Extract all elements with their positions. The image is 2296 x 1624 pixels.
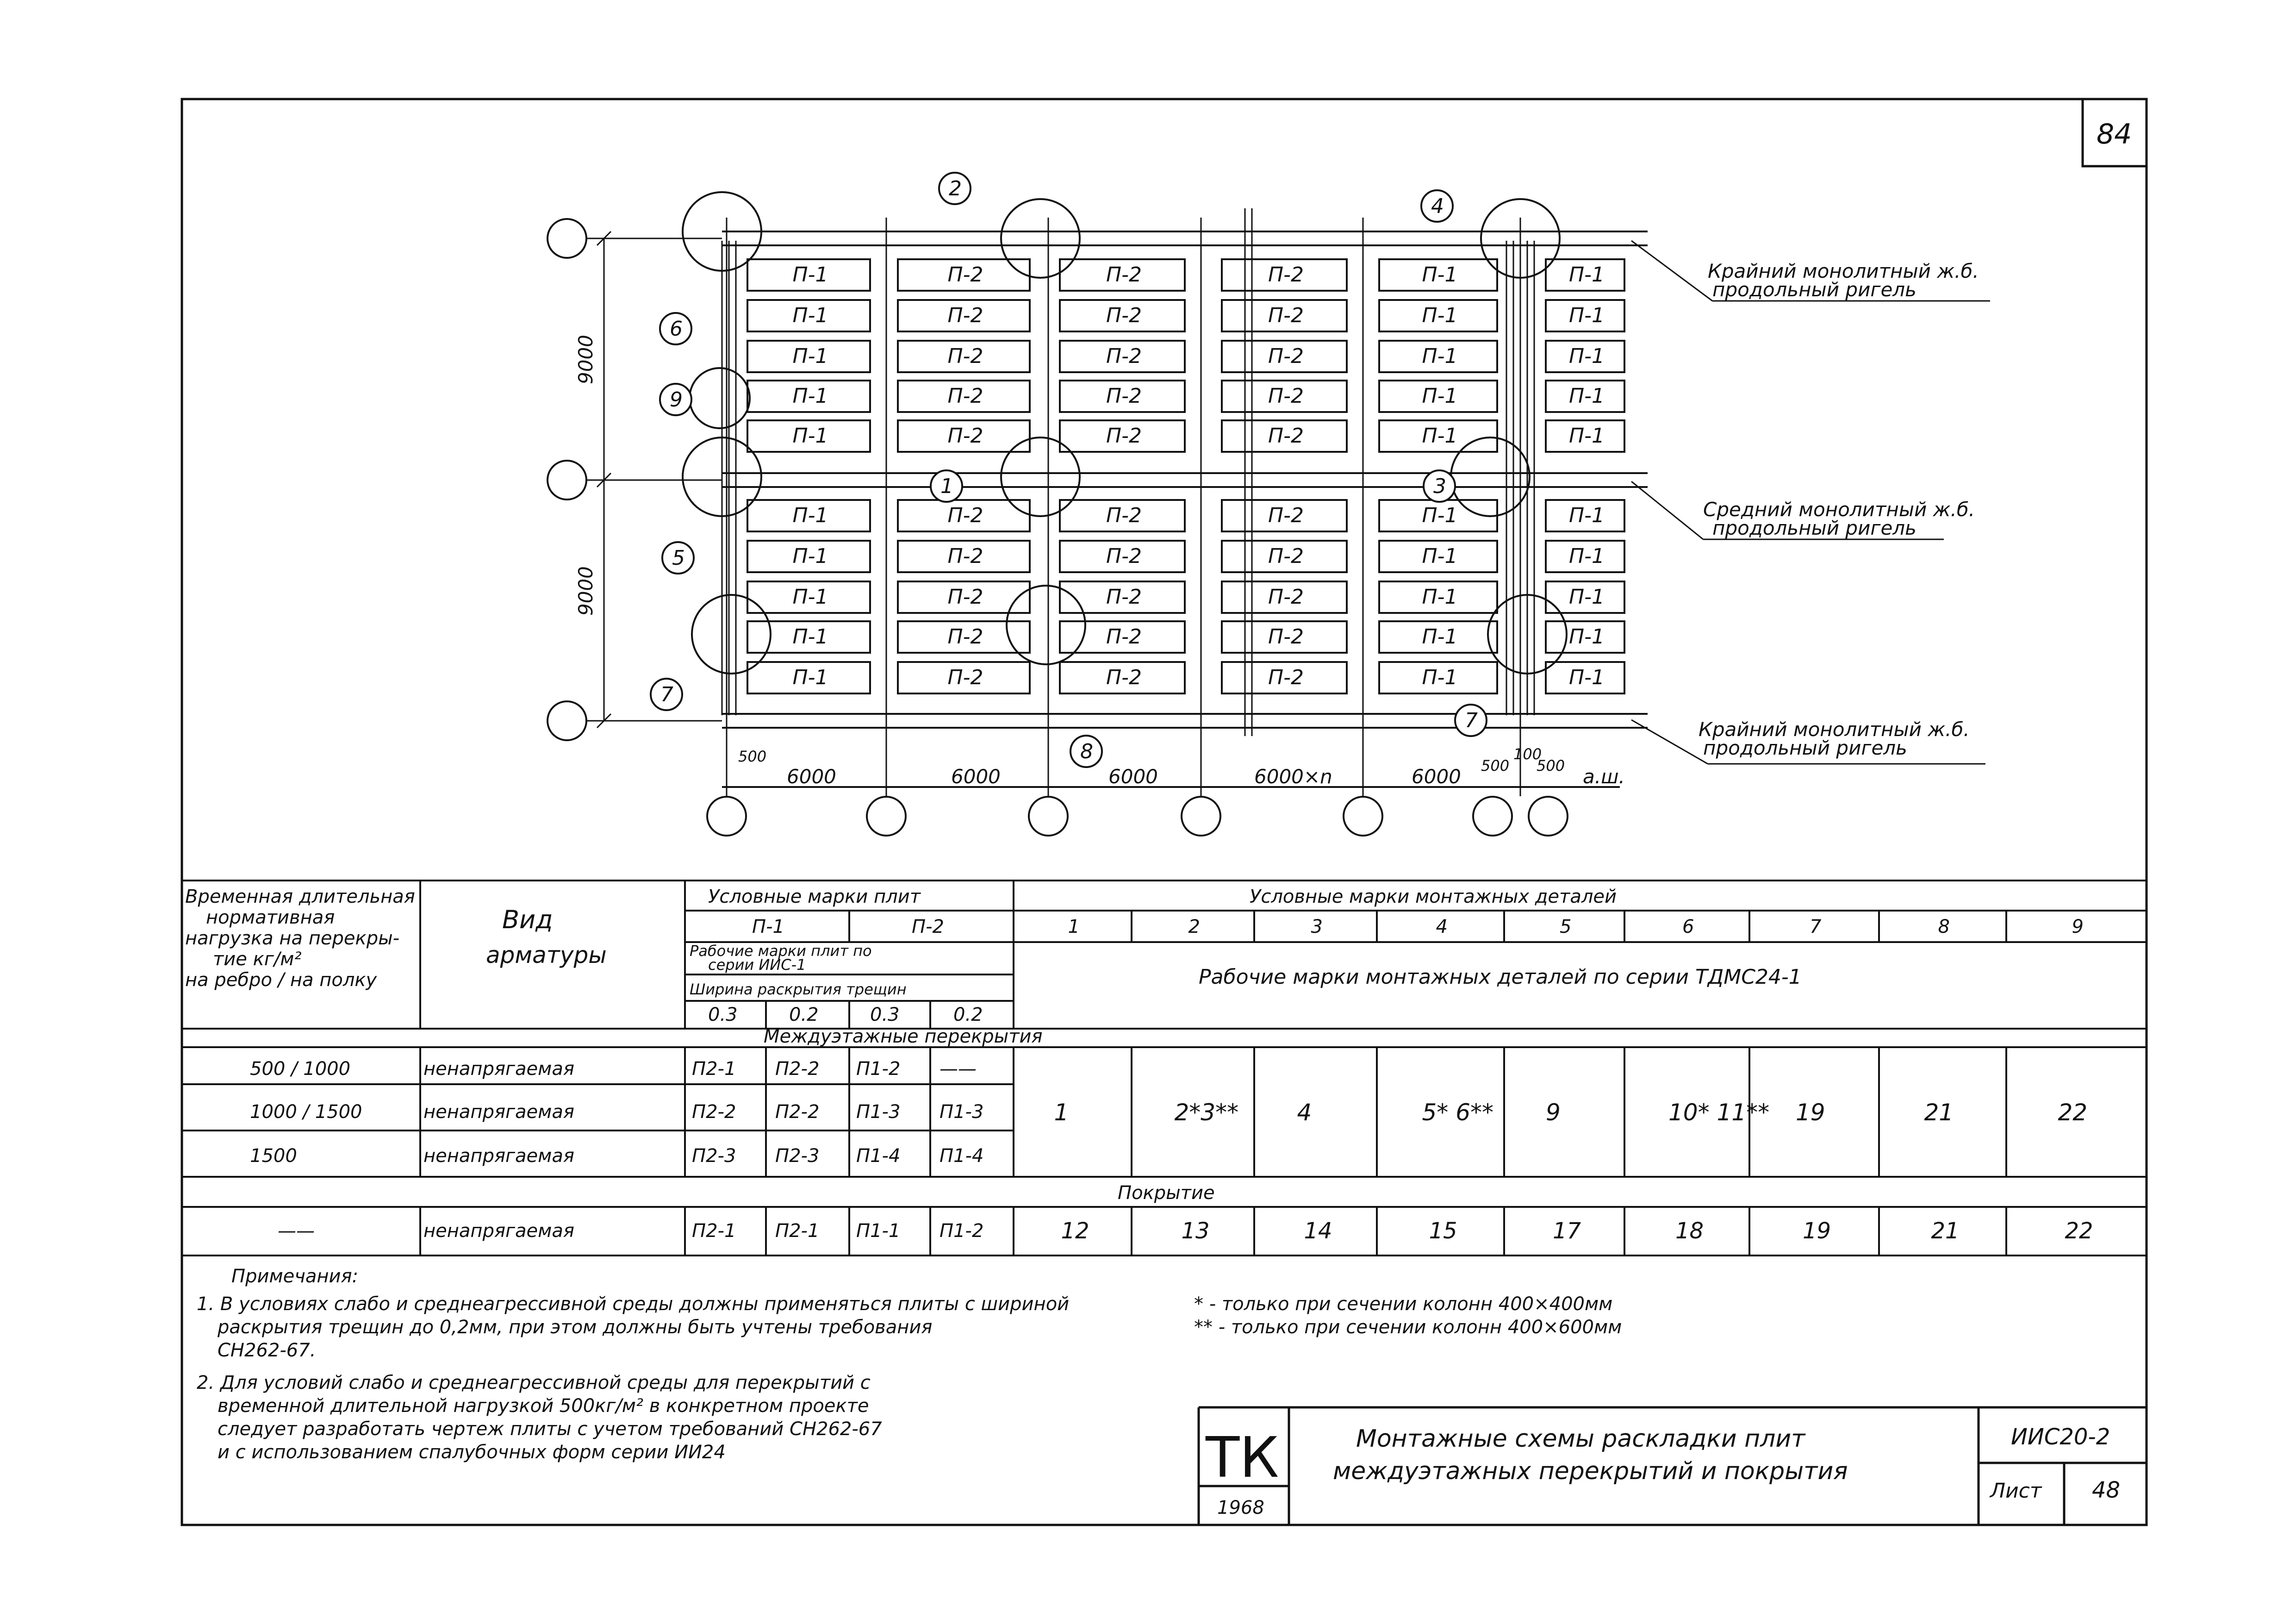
detail-number: 3	[1311, 916, 1323, 937]
slab	[747, 581, 870, 613]
slab-mark: П-1	[1569, 304, 1605, 327]
note-2-line-1: 2. Для условий слабо и среднеагрессивной среды для перекрытий с	[197, 1372, 871, 1393]
detail-number: 8	[1938, 916, 1950, 937]
slab-mark: П-1	[792, 666, 828, 689]
series-code: ИИС20-2	[2011, 1424, 2110, 1450]
slab	[898, 621, 1030, 653]
page-number: 84	[2097, 118, 2132, 150]
callout-7a: 7	[660, 683, 673, 706]
dim-h-1: 6000	[787, 765, 836, 788]
floor-slab-mark: П2-3	[692, 1145, 736, 1167]
roof-detail-mark: 14	[1304, 1218, 1332, 1244]
slab	[1060, 420, 1185, 452]
h-working-details: Рабочие марки монтажных деталей по серии ТДМС24-1	[1199, 965, 1802, 989]
slab-mark: П-2	[1106, 424, 1142, 448]
slab	[1060, 259, 1185, 291]
note-2-line-2: временной длительной нагрузкой 500кг/м² в конкретном проекте	[218, 1395, 869, 1417]
tk-mark: ТК	[1206, 1426, 1279, 1490]
dim-small-1: 500	[738, 748, 767, 765]
slab	[747, 541, 870, 572]
slab	[1546, 420, 1624, 452]
slab	[1379, 300, 1497, 331]
slab	[1222, 581, 1347, 613]
h-working-marks-2: серии ИИС-1	[708, 956, 806, 974]
slab-mark: П-1	[1569, 666, 1605, 689]
callout-9: 9	[670, 388, 683, 412]
floor-slab-mark: П2-2	[775, 1101, 820, 1123]
slab-mark: П-2	[1106, 666, 1142, 689]
slab-mark: П-2	[1106, 304, 1142, 327]
slab-mark: П-2	[947, 304, 983, 327]
slab	[1379, 621, 1497, 653]
floor-slab-mark: П1-3	[940, 1101, 984, 1123]
roof-load: ——	[278, 1220, 315, 1242]
note-1-line-3: СН262-67.	[218, 1340, 316, 1361]
slab	[1222, 300, 1347, 331]
detail-number: 6	[1682, 916, 1694, 937]
dim-small-2: 500	[1481, 757, 1510, 775]
footnote-2: ** - только при сечении колонн 400×600мм	[1194, 1317, 1622, 1338]
label-edge-girder-top-2: продольный ригель	[1712, 278, 1916, 301]
roof-detail-mark: 18	[1675, 1218, 1704, 1244]
sheet-label: Лист	[1990, 1479, 2042, 1503]
slab-mark: П-1	[792, 344, 828, 368]
detail-number: 9	[2072, 916, 2084, 937]
floor-load: 1500	[250, 1145, 297, 1167]
slab-mark: П-1	[792, 424, 828, 448]
h-load-5: на ребро / на полку	[185, 969, 377, 991]
slab-mark: П-1	[792, 544, 828, 568]
note-2-line-3: следует разработать чертеж плиты с учетом требований СН262-67	[218, 1418, 882, 1440]
floor-detail-mark: 21	[1924, 1099, 1954, 1126]
slab-mark: П-2	[1268, 344, 1304, 368]
h-p1: П-1	[752, 916, 784, 937]
label-edge-girder-top-1: Крайний монолитный ж.б.	[1708, 260, 1979, 282]
slab-mark: П-2	[1106, 384, 1142, 408]
slab	[898, 341, 1030, 372]
h-load-3: нагрузка на перекры-	[185, 928, 400, 949]
slab-mark: П-1	[792, 263, 828, 287]
tk-year: 1968	[1217, 1497, 1264, 1518]
floor-detail-mark: 22	[2058, 1099, 2088, 1126]
roof-detail-mark: 12	[1061, 1218, 1089, 1244]
floor-detail-mark: 2*3**	[1174, 1099, 1239, 1126]
footnote-1: * - только при сечении колонн 400×400мм	[1194, 1293, 1613, 1315]
floor-slab-mark: П2-1	[692, 1058, 736, 1080]
floor-detail-mark: 5* 6**	[1422, 1099, 1494, 1126]
sheet-title-2: междуэтажных перекрытий и покрытия	[1333, 1457, 1848, 1485]
slab	[1379, 420, 1497, 452]
h-armature-1: Вид	[502, 905, 553, 934]
slab	[1546, 259, 1624, 291]
slab-mark: П-1	[1422, 625, 1458, 649]
roof-slab-mark: П1-1	[856, 1220, 901, 1242]
slab	[898, 541, 1030, 572]
roof-slab-mark: П2-1	[775, 1220, 820, 1242]
section-roof: Покрытие	[1118, 1182, 1215, 1204]
h-slab-marks: Условные марки плит	[708, 886, 921, 907]
slab	[1379, 500, 1497, 531]
floor-slab-mark: П1-4	[856, 1145, 901, 1167]
slab	[747, 500, 870, 531]
roof-detail-mark: 22	[2065, 1218, 2093, 1244]
slab	[1546, 500, 1624, 531]
slab-mark: П-2	[1106, 504, 1142, 527]
h-p2: П-2	[912, 916, 944, 937]
floor-slab-mark: ——	[940, 1058, 977, 1080]
notes-heading: Примечания:	[231, 1266, 359, 1287]
slab	[747, 621, 870, 653]
roof-detail-mark: 21	[1931, 1218, 1960, 1244]
note-1-line-1: 1. В условиях слабо и среднеагрессивной среды должны применяться плиты с шириной	[197, 1293, 1070, 1315]
slab-mark: П-2	[1106, 544, 1142, 568]
floor-slab-mark: П2-2	[692, 1101, 736, 1123]
slab	[1060, 662, 1185, 693]
slab-mark: П-1	[1422, 666, 1458, 689]
slab	[747, 259, 870, 291]
h-detail-marks: Условные марки монтажных деталей	[1250, 886, 1617, 907]
floor-armature: ненапрягаемая	[423, 1101, 574, 1123]
slab-mark: П-2	[947, 585, 983, 609]
slab	[1222, 341, 1347, 372]
slab	[1060, 541, 1185, 572]
slab-mark: П-1	[1422, 544, 1458, 568]
h-crack-width: Ширина раскрытия трещин	[690, 981, 907, 998]
slab	[898, 300, 1030, 331]
slab-mark: П-2	[947, 544, 983, 568]
callout-3: 3	[1433, 475, 1446, 498]
crack-1: 0.3	[708, 1004, 738, 1025]
dim-h-2: 6000	[951, 765, 1001, 788]
slab-mark: П-2	[1106, 344, 1142, 368]
roof-detail-mark: 19	[1803, 1218, 1831, 1244]
slab-mark: П-1	[1422, 344, 1458, 368]
dim-small-3: 100	[1513, 745, 1542, 763]
sheet-title-1: Монтажные схемы раскладки плит	[1356, 1425, 1805, 1453]
note-2-line-4: и с использованием спалубочных форм серии ИИ24	[218, 1442, 726, 1463]
slab	[747, 341, 870, 372]
slab-mark: П-1	[1569, 424, 1605, 448]
slab-mark: П-2	[947, 625, 983, 649]
slab-mark: П-2	[1106, 263, 1142, 287]
label-middle-girder-1: Средний монолитный ж.б.	[1703, 498, 1975, 521]
h-armature-2: арматуры	[486, 942, 607, 968]
slab-mark: П-1	[1569, 625, 1605, 649]
slab-mark: П-1	[1422, 304, 1458, 327]
dim-h-4: 6000×n	[1254, 765, 1332, 788]
callout-2: 2	[949, 177, 962, 200]
dim-vertical-2: 9000	[574, 566, 597, 616]
floor-slab-mark: П2-2	[775, 1058, 820, 1080]
slab	[1222, 381, 1347, 412]
slab	[1379, 541, 1497, 572]
slab-mark: П-2	[1268, 544, 1304, 568]
floor-armature: ненапрягаемая	[423, 1058, 574, 1080]
slab-mark: П-2	[947, 504, 983, 527]
slab	[747, 381, 870, 412]
slab	[898, 420, 1030, 452]
slab-mark: П-1	[1569, 544, 1605, 568]
slab	[1546, 300, 1624, 331]
crack-2: 0.2	[789, 1004, 819, 1025]
slab-mark: П-1	[1569, 263, 1605, 287]
dim-h-6: а.ш.	[1583, 765, 1625, 788]
crack-4: 0.2	[953, 1004, 983, 1025]
dim-vertical-1: 9000	[574, 335, 597, 384]
slab-mark: П-2	[1268, 263, 1304, 287]
roof-detail-mark: 15	[1429, 1218, 1457, 1244]
slab	[1379, 381, 1497, 412]
callout-1: 1	[940, 475, 953, 498]
slab	[747, 420, 870, 452]
slab-mark: П-2	[1106, 625, 1142, 649]
slab	[1546, 381, 1624, 412]
slab	[1222, 259, 1347, 291]
slab-layout-plan	[548, 173, 1990, 836]
h-working-marks-1: Рабочие марки плит по	[690, 942, 872, 960]
callout-6: 6	[670, 317, 683, 341]
slab	[1060, 300, 1185, 331]
slab	[1060, 381, 1185, 412]
slab-mark: П-2	[1268, 625, 1304, 649]
slab-mark: П-1	[792, 504, 828, 527]
floor-detail-mark: 10* 11**	[1668, 1099, 1770, 1126]
floor-detail-mark: 9	[1546, 1099, 1561, 1126]
floor-slab-mark: П1-4	[940, 1145, 984, 1167]
slab	[1222, 621, 1347, 653]
slab	[1222, 541, 1347, 572]
label-edge-girder-bottom-2: продольный ригель	[1703, 737, 1907, 759]
detail-number: 4	[1436, 916, 1448, 937]
detail-number: 1	[1068, 916, 1080, 937]
slab-mark: П-1	[1422, 263, 1458, 287]
slab	[747, 300, 870, 331]
callout-5: 5	[672, 546, 685, 570]
slab-mark: П-1	[1422, 384, 1458, 408]
slab-mark: П-2	[947, 384, 983, 408]
slab-mark: П-2	[947, 424, 983, 448]
note-1-line-2: раскрытия трещин до 0,2мм, при этом должны быть учтены требования	[218, 1317, 933, 1338]
roof-slab-mark: П2-1	[692, 1220, 736, 1242]
section-floor: Междуэтажные перекрытия	[764, 1026, 1043, 1047]
callout-7b: 7	[1465, 709, 1478, 732]
slab-mark: П-2	[1268, 304, 1304, 327]
h-load-1: Временная длительная	[185, 886, 415, 907]
slab	[1060, 341, 1185, 372]
slab	[898, 500, 1030, 531]
slab-mark: П-1	[1422, 504, 1458, 527]
floor-detail-mark: 1	[1054, 1099, 1069, 1126]
slab	[747, 662, 870, 693]
slab-mark: П-2	[1268, 504, 1304, 527]
slab	[1222, 662, 1347, 693]
slab-mark: П-1	[1422, 585, 1458, 609]
slab	[1546, 662, 1624, 693]
slab	[1060, 581, 1185, 613]
slab	[1379, 662, 1497, 693]
slab	[1379, 259, 1497, 291]
slab	[898, 381, 1030, 412]
slab-mark: П-1	[792, 585, 828, 609]
detail-number: 5	[1560, 916, 1572, 937]
slab-mark: П-1	[792, 304, 828, 327]
slab-mark: П-2	[947, 344, 983, 368]
floor-slab-mark: П2-3	[775, 1145, 820, 1167]
slab-mark: П-1	[1569, 344, 1605, 368]
slab-mark: П-2	[1268, 424, 1304, 448]
slab-mark: П-2	[1268, 666, 1304, 689]
slab-mark: П-1	[792, 384, 828, 408]
slab-mark: П-1	[1422, 424, 1458, 448]
slab	[1222, 420, 1347, 452]
roof-detail-mark: 13	[1181, 1218, 1210, 1244]
crack-3: 0.3	[870, 1004, 900, 1025]
slab	[898, 662, 1030, 693]
floor-armature: ненапрягаемая	[423, 1145, 574, 1167]
floor-slab-mark: П1-3	[856, 1101, 901, 1123]
callout-4: 4	[1431, 194, 1444, 218]
slab-mark: П-2	[1268, 585, 1304, 609]
slab	[1060, 500, 1185, 531]
slab	[1546, 621, 1624, 653]
detail-number: 2	[1188, 916, 1200, 937]
dim-h-5: 6000	[1412, 765, 1461, 788]
floor-load: 500 / 1000	[250, 1058, 351, 1080]
floor-detail-mark: 19	[1796, 1099, 1825, 1126]
label-middle-girder-2: продольный ригель	[1712, 517, 1916, 539]
slab-mark: П-2	[1268, 384, 1304, 408]
h-load-2: нормативная	[206, 907, 335, 928]
slab	[1379, 341, 1497, 372]
slab-mark: П-1	[1569, 504, 1605, 527]
slab-mark: П-1	[1569, 585, 1605, 609]
slab	[1222, 500, 1347, 531]
slab	[1546, 541, 1624, 572]
dim-small-4: 500	[1537, 757, 1565, 775]
slab-mark: П-2	[1106, 585, 1142, 609]
slab	[1546, 341, 1624, 372]
detail-number: 7	[1810, 916, 1822, 937]
label-edge-girder-bottom-1: Крайний монолитный ж.б.	[1699, 718, 1970, 741]
roof-slab-mark: П1-2	[940, 1220, 984, 1242]
slab-mark: П-1	[792, 625, 828, 649]
h-load-4: тие кг/м²	[213, 949, 302, 970]
floor-slab-mark: П1-2	[856, 1058, 901, 1080]
roof-armature: ненапрягаемая	[423, 1220, 574, 1242]
sheet-number: 48	[2092, 1477, 2121, 1503]
floor-load: 1000 / 1500	[250, 1101, 362, 1123]
slab-mark: П-2	[947, 666, 983, 689]
slab-mark: П-2	[947, 263, 983, 287]
dim-h-3: 6000	[1108, 765, 1158, 788]
slab	[1379, 581, 1497, 613]
callout-8: 8	[1080, 740, 1093, 763]
slab-mark: П-1	[1569, 384, 1605, 408]
roof-detail-mark: 17	[1553, 1218, 1581, 1244]
floor-detail-mark: 4	[1297, 1099, 1312, 1126]
